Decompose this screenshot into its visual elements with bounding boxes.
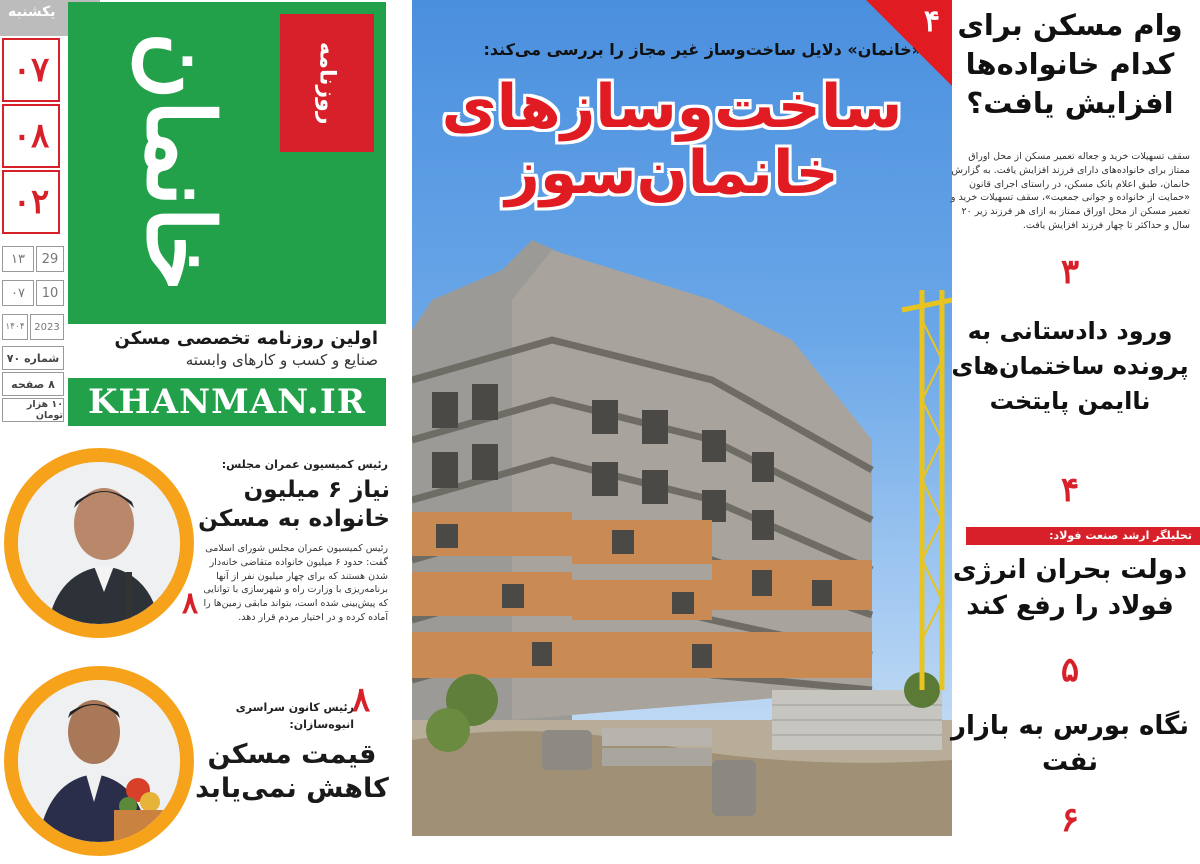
right-story-2-headline[interactable]: ورود دادستانی به پرونده ساختمان‌های ناایمن پایتخت [951,317,1189,415]
cover-headline-line-2: خانمان‌سوز [505,138,839,208]
right-story-1-body: سقف تسهیلات خرید و جعاله تعمیر مسکن از محل اوراق ممتاز برای خانواده‌های دارای فرزند افزایش یافت. به گزارش خانمان، طبق اعلام بانک مسکن، در راستای اجرای قانون «حمایت از خانواده و جوانی جمعیت»، سقف تسهیلات خرید و تعمیر مسکن از محل اوراق ممتاز به ازای هر فرزند زیر ۲۰ سال و حداکثر تا چهار فرزند افزایش یافت. [950,151,1190,231]
logo-rooznameh: روزنامه [280,14,374,152]
portrait-mp [4,448,194,638]
story-1-headline[interactable]: نیاز ۶ میلیون خانواده به مسکن [198,477,390,532]
masthead [68,2,386,426]
date-year-hijri: ۱۴۰۴ [2,314,28,340]
price: ۱۰ هزار تومان [2,398,64,422]
tagline-secondary: صنایع و کسب و کارهای وابسته [185,351,378,369]
right-story-3-headline[interactable]: دولت بحران انرژی فولاد را رفع کند [952,555,1188,622]
tagline [78,328,378,369]
date-column [0,0,66,430]
story-1-kicker: رئیس کمیسیون عمران مجلس: [221,458,388,471]
date-day-gregorian: 29 [36,246,64,272]
logo-block [68,2,386,324]
logo-khanman: خانمان [126,32,234,292]
portrait-mp-image [18,462,180,624]
portrait-builders-image [18,680,180,842]
right-story-1-page-ref[interactable]: ۳ [1060,252,1080,292]
cover-photo [412,0,952,836]
date-month-gregorian: 10 [36,280,64,306]
date-year-persian: ۰۲ [2,170,60,234]
weekday-tab: یکشنبه [0,0,100,36]
story-1-page-ref[interactable]: ۸ [182,586,199,621]
date-month-persian: ۰۸ [2,104,60,168]
right-story-3-label: تحلیلگر ارشد صنعت فولاد: [966,527,1200,545]
date-day-persian: ۰۷ [2,38,60,102]
story-2-kicker: رئیس کانون سراسری انبوه‌سازان: [235,701,354,731]
issue-number: شماره ۷۰ [2,346,64,370]
story-1-body: رئیس کمیسیون عمران مجلس شورای اسلامی گفت: حدود ۶ میلیون خانواده متقاضی خانه‌دار شدن هستند که برای چهار میلیون نفر از آنها برنامه‌ریزی با وزارت راه و شهرسازی با توانایی که پیش‌بینی شده است، بتواند مابقی زمین‌ها را آماده کرده و در اختیار مردم قرار دهد. [203,543,388,623]
cover-kicker: «خانمان» دلایل ساخت‌وساز غیر مجاز را بررسی می‌کند: [483,40,922,59]
website-link[interactable]: KHANMAN.IR [68,378,386,426]
right-story-3-page-ref[interactable]: ۵ [1060,650,1080,690]
story-2-headline[interactable]: قیمت مسکن کاهش نمی‌یابد [195,739,389,804]
date-year-gregorian: 2023 [30,314,64,340]
page-count: ۸ صفحه [2,372,64,396]
cover-headline-line-1: ساخت‌وسازهای [441,72,903,142]
right-story-2-page-ref[interactable]: ۴ [1060,470,1080,510]
right-story-1-headline[interactable]: وام مسکن برای کدام خانواده‌ها افزایش یافت؟ [957,8,1183,121]
cover-page-ref[interactable]: ۴ [923,4,940,39]
story-2-page-ref[interactable]: ۸ [352,680,371,720]
date-month-hijri: ۰۷ [2,280,34,306]
right-story-4-page-ref[interactable]: ۶ [1060,800,1080,840]
cover-headline[interactable] [432,74,912,206]
tagline-primary: اولین روزنامه تخصصی مسکن [114,328,378,349]
date-day-hijri: ۱۳ [2,246,34,272]
right-story-4-headline[interactable]: نگاه بورس به بازار نفت [951,711,1189,778]
portrait-builders [4,666,194,856]
